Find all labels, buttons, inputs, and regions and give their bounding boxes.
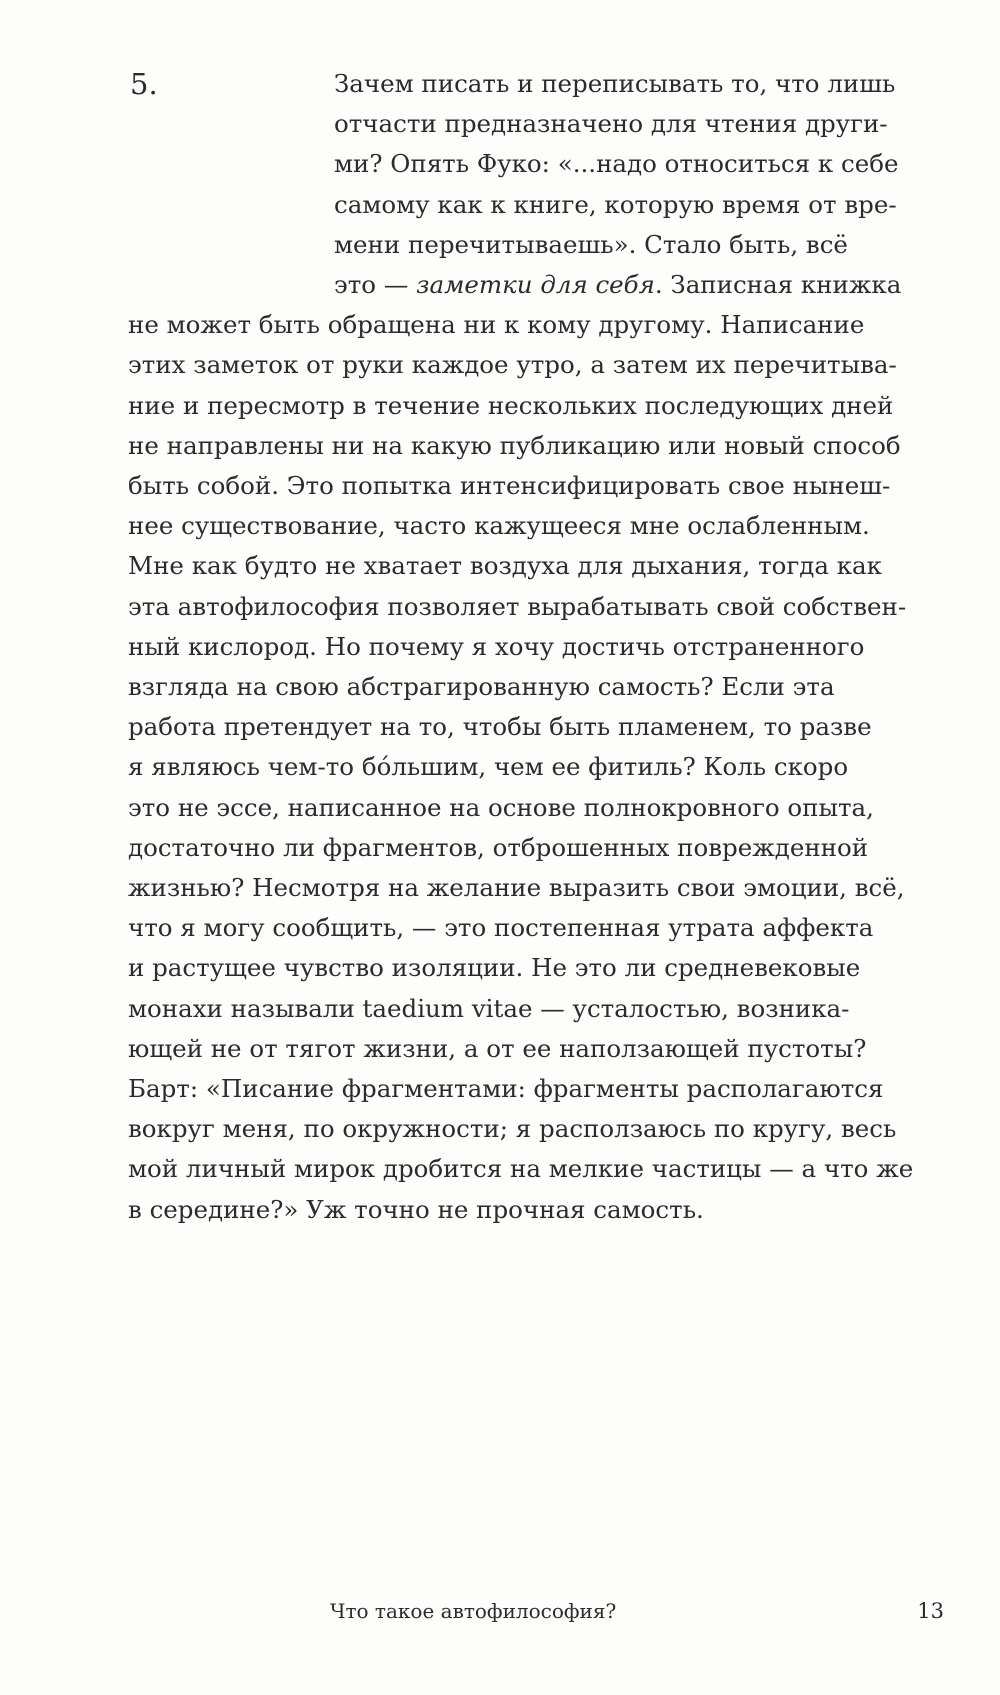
text-line: Зачем писать и переписывать то, что лишь [334, 69, 896, 98]
text-line: это не эссе, написанное на основе полнокровного опыта, [128, 792, 874, 822]
text-line: Мне как будто не хватает воздуха для дыхания, тогда как [128, 551, 882, 581]
section-number: 5. [130, 67, 158, 101]
running-title: Что такое автофилософия? [330, 1599, 617, 1623]
text-line: что я могу сообщить, — это постепенная утрата аффекта [128, 913, 874, 943]
text-line: и растущее чувство изоляции. Не это ли средневековые [128, 953, 861, 983]
text-line: самому как к книге, которую время от вре- [334, 189, 897, 219]
text-line: отчасти предназначено для чтения други- [334, 109, 888, 139]
text-line: работа претендует на то, чтобы быть пламенем, то разве [128, 712, 872, 742]
text-line: этих заметок от руки каждое утро, а затем их перечитыва- [128, 350, 897, 380]
text-line: я являюсь чем-то бóльшим, чем ее фитиль? Коль скоро [128, 752, 849, 782]
text-line: мой личный мирок дробится на мелкие частицы — а что же [128, 1154, 914, 1184]
paragraph [128, 64, 958, 1230]
text-line: эта автофилософия позволяет вырабатывать свой собствен- [128, 591, 907, 621]
text-line: не может быть обращена ни к кому другому. Написание [128, 310, 865, 340]
text-line: ный кислород. Но почему я хочу достичь отстраненного [128, 631, 865, 661]
text-line: монахи называли taedium vitae — усталостью, возника- [128, 993, 850, 1023]
text-line: ющей не от тягот жизни, а от ее наползающей пустоты? [128, 1033, 867, 1063]
text-line: взгляда на свою абстрагированную самость? Если эта [128, 672, 835, 702]
text-line: достаточно ли фрагментов, отброшенных поврежденной [128, 832, 869, 862]
text-line: ние и пересмотр в течение нескольких последующих дней [128, 390, 894, 420]
text-line: жизнью? Несмотря на желание выразить свои эмоции, всё, [128, 873, 905, 903]
page-number: 13 [917, 1599, 944, 1623]
text-line [128, 265, 958, 305]
emphasized-phrase: заметки для себя [416, 270, 655, 300]
text-line: нее существование, часто кажущееся мне ослабленным. [128, 511, 870, 541]
text-line: не направлены ни на какую публикацию или новый способ [128, 430, 901, 460]
text-line: мени перечитываешь». Стало быть, всё [334, 229, 848, 259]
text-line: ми? Опять Фуко: «...надо относиться к себе [334, 149, 899, 179]
text-line: быть собой. Это попытка интенсифицировать свое нынеш- [128, 471, 891, 501]
text-line: вокруг меня, по окружности; я расползаюсь по кругу, весь [128, 1114, 897, 1144]
text-segment: . Записная книжка [654, 270, 902, 300]
text-line: Барт: «Писание фрагментами: фрагменты располагаются [128, 1074, 884, 1104]
text-segment: это — [334, 270, 417, 300]
text-line: в середине?» Уж точно не прочная самость. [128, 1194, 704, 1224]
